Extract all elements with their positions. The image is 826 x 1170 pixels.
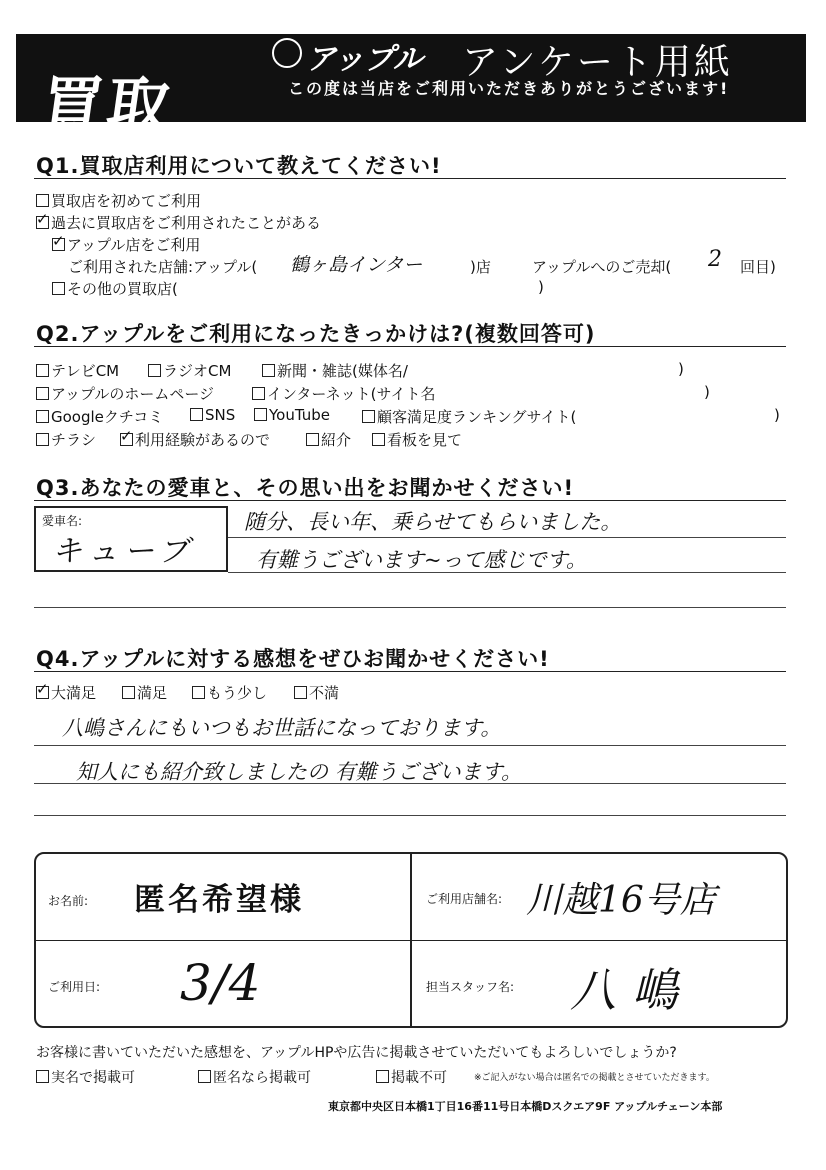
checkbox[interactable]	[306, 433, 319, 446]
q1-store-value[interactable]: 鶴ヶ島インター	[290, 254, 423, 276]
q4-opt-very[interactable]: ✓大満足	[36, 682, 96, 703]
q1-store-label: ご利用された店舗:アップル(	[68, 258, 258, 276]
checkbox[interactable]	[362, 410, 375, 423]
q1-option-other[interactable]: その他の買取店(	[52, 278, 178, 299]
q4-line-3	[34, 815, 786, 816]
checkbox-checked[interactable]	[52, 238, 65, 251]
checkbox[interactable]	[192, 686, 205, 699]
checkbox[interactable]	[376, 1070, 389, 1083]
q1-option-past[interactable]: ✓過去に買取店をご利用されたことがある	[36, 212, 321, 233]
checkbox-checked[interactable]	[36, 686, 49, 699]
brand-name: アップル	[306, 42, 423, 77]
q1-count-label: アップルへのご売却(	[532, 258, 672, 276]
q1-divider	[34, 178, 786, 179]
checkbox[interactable]	[36, 387, 49, 400]
staff-value[interactable]: 八嶋	[570, 963, 694, 1017]
q4-comment-line-1[interactable]: 八嶋さんにもいつもお世話になっております。	[62, 716, 502, 740]
q2-close-3: )	[774, 406, 780, 424]
checkbox[interactable]	[254, 408, 267, 421]
q2-opt-google[interactable]: Googleクチコミ	[36, 406, 163, 427]
info-horizontal-divider	[36, 940, 786, 941]
q2-divider	[34, 346, 786, 347]
checkbox[interactable]	[36, 364, 49, 377]
q3-memory-line-2[interactable]: 有難うございます~って感じです。	[256, 548, 587, 572]
q2-title: Q2.アップルをご利用になったきっかけは?(複数回答可)	[36, 322, 596, 346]
q1-other-close: )	[538, 278, 544, 296]
q2-opt-ranking[interactable]: 顧客満足度ランキングサイト(	[362, 406, 576, 427]
q2-opt-signboard[interactable]: 看板を見て	[372, 429, 462, 450]
name-value[interactable]: 匿名希望様	[134, 882, 304, 918]
publish-opt-no[interactable]: 掲載不可	[376, 1067, 447, 1087]
apple-logo-icon	[272, 38, 302, 68]
q4-divider	[34, 671, 786, 672]
checkbox[interactable]	[198, 1070, 211, 1083]
checkbox[interactable]	[36, 1070, 49, 1083]
q2-opt-newspaper[interactable]: 新聞・雑誌(媒体名/	[262, 360, 408, 381]
q4-opt-unsatisfied[interactable]: 不満	[294, 682, 339, 703]
q1-title: Q1.買取店利用について教えてください!	[36, 154, 442, 178]
form-subtitle: この度は当店をご利用いただきありがとうございます!	[288, 79, 730, 98]
checkbox[interactable]	[252, 387, 265, 400]
q2-opt-homepage[interactable]: アップルのホームページ	[36, 383, 214, 404]
q2-opt-flyer[interactable]: チラシ	[36, 429, 96, 450]
q3-line-2	[228, 572, 786, 573]
checkbox-checked[interactable]	[36, 216, 49, 229]
checkbox[interactable]	[372, 433, 385, 446]
q2-close-2: )	[704, 383, 710, 401]
q1-option-first[interactable]: 買取店を初めてご利用	[36, 190, 201, 211]
checkbox[interactable]	[52, 282, 65, 295]
store-value[interactable]: 川越16号店	[526, 880, 716, 921]
date-label: ご利用日:	[48, 980, 101, 994]
name-label: お名前:	[48, 894, 89, 908]
q3-divider	[34, 500, 786, 501]
checkbox[interactable]	[36, 194, 49, 207]
q1-count-value[interactable]: 2	[708, 247, 722, 272]
q4-opt-satisfied[interactable]: 満足	[122, 682, 167, 703]
q4-opt-little[interactable]: もう少し	[192, 682, 267, 703]
q4-title: Q4.アップルに対する感想をぜひお聞かせください!	[36, 647, 550, 671]
q4-line-1	[34, 745, 786, 746]
q3-title: Q3.あなたの愛車と、その思い出をお聞かせください!	[36, 476, 575, 500]
q2-opt-tvcm[interactable]: テレビCM	[36, 360, 119, 381]
q2-opt-referral[interactable]: 紹介	[306, 429, 351, 450]
checkbox[interactable]	[148, 364, 161, 377]
q1-store-suffix: )店	[470, 258, 491, 276]
q2-opt-youtube[interactable]: YouTube	[254, 406, 330, 424]
car-name-box[interactable]	[34, 506, 228, 572]
publish-note: ※ご記入がない場合は匿名での掲載とさせていただきます。	[474, 1073, 715, 1083]
q3-line-1	[228, 537, 786, 538]
q2-close-1: )	[678, 360, 684, 378]
q1-count-suffix: 回目)	[740, 258, 776, 276]
customer-info-box	[34, 852, 788, 1028]
form-title: アンケート用紙	[462, 42, 733, 83]
checkbox-checked[interactable]	[120, 433, 133, 446]
q2-opt-radiocm[interactable]: ラジオCM	[148, 360, 231, 381]
company-address: 東京都中央区日本橋1丁目16番11号日本橋Dスクエア9F アップルチェーン本部	[328, 1100, 723, 1113]
store-label: ご利用店舗名:	[426, 892, 503, 906]
checkbox[interactable]	[122, 686, 135, 699]
q2-opt-experience[interactable]: ✓ 利用経験があるので	[120, 429, 270, 450]
date-value[interactable]: 3/4	[180, 954, 261, 1012]
header-banner	[16, 34, 806, 142]
car-name-label: 愛車名:	[42, 514, 83, 528]
staff-label: 担当スタッフ名:	[426, 980, 515, 994]
publish-opt-real[interactable]: 実名で掲載可	[36, 1067, 135, 1087]
kaitori-logo: 買取	[36, 69, 179, 142]
checkbox[interactable]	[36, 410, 49, 423]
q3-line-3	[34, 607, 786, 608]
checkbox[interactable]	[190, 408, 203, 421]
q2-opt-sns[interactable]: SNS	[190, 406, 235, 424]
car-name-value: キューブ	[52, 534, 195, 569]
q2-opt-internet[interactable]: インターネット(サイト名	[252, 383, 435, 404]
q1-option-apple[interactable]: ✓アップル店をご利用	[52, 234, 200, 255]
publish-opt-anon[interactable]: 匿名なら掲載可	[198, 1067, 311, 1087]
publish-question: お客様に書いていただいた感想を、アップルHPや広告に掲載させていただいてもよろしいでしょうか?	[36, 1045, 677, 1061]
q3-memory-line-1[interactable]: 随分、長い年、乗らせてもらいました。	[244, 510, 622, 534]
checkbox[interactable]	[294, 686, 307, 699]
q4-line-2	[34, 783, 786, 784]
checkbox[interactable]	[36, 433, 49, 446]
checkbox[interactable]	[262, 364, 275, 377]
q4-comment-line-2[interactable]: 知人にも紹介致しましたの 有難うございます。	[76, 760, 522, 784]
